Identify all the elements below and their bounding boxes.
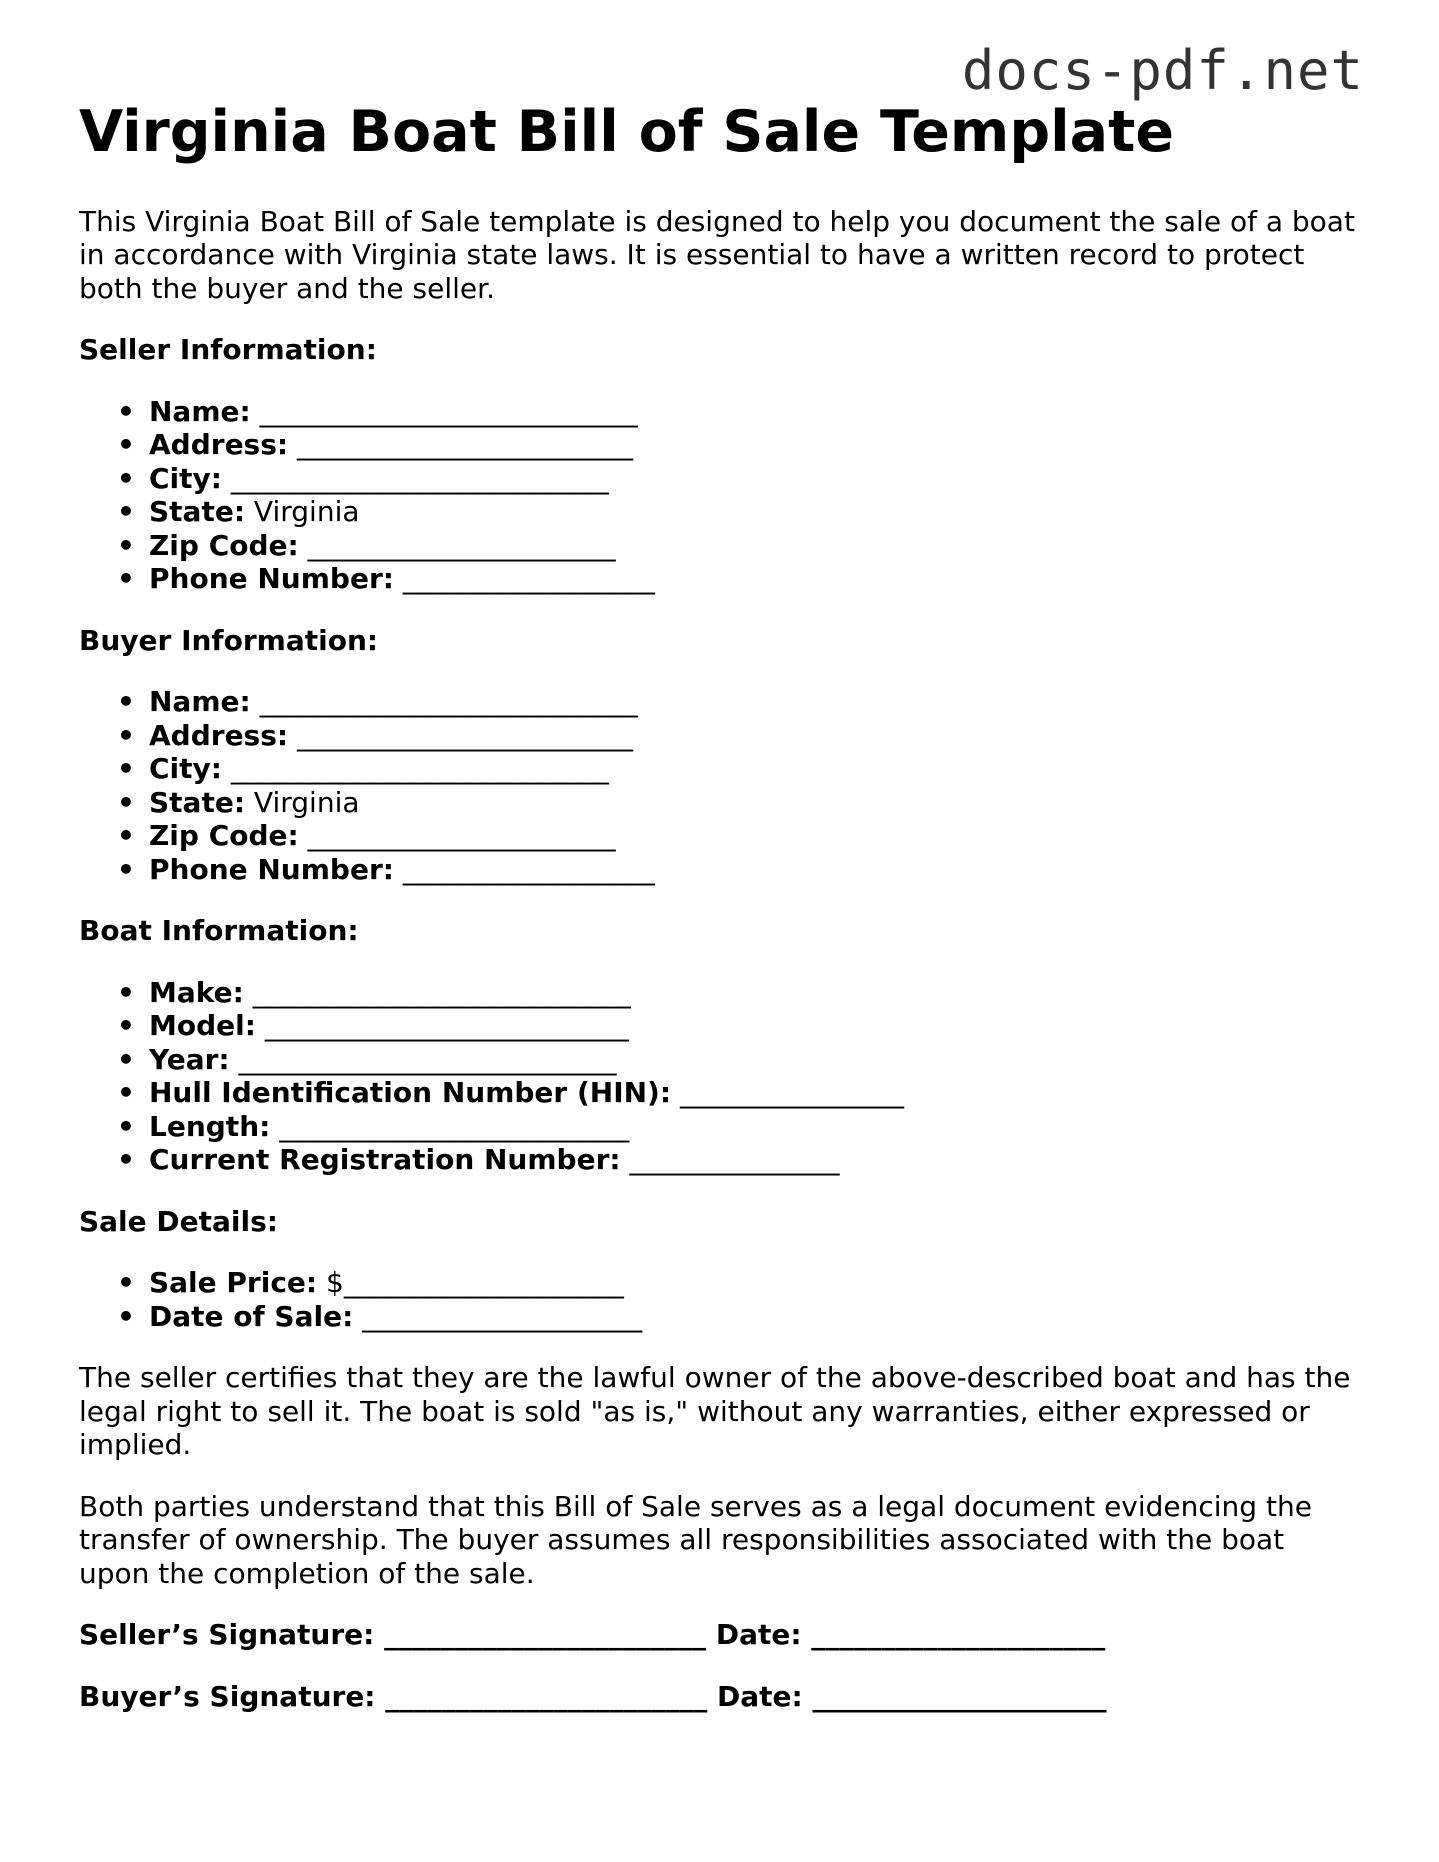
field-label: State: — [149, 785, 246, 819]
list-item — [149, 752, 1359, 786]
list-item — [149, 719, 1359, 753]
field-label: Hull Identification Number (HIN): — [149, 1076, 672, 1110]
field-value: _________________________ — [270, 1109, 630, 1143]
field-label: Name: — [149, 394, 251, 428]
field-value: _______________ — [620, 1143, 840, 1177]
field-value: ____________________ — [353, 1299, 643, 1333]
list-item — [149, 976, 1359, 1010]
field-value: ___________________________ — [243, 975, 631, 1009]
field-label: Year: — [149, 1042, 230, 1076]
page-title: Virginia Boat Bill of Sale Template — [79, 99, 1175, 165]
field-value: ________________ — [671, 1076, 904, 1110]
field-value: ___________________________ — [250, 685, 638, 719]
field-label: Zip Code: — [149, 528, 299, 562]
field-value: ______________________ — [298, 528, 616, 562]
field-label: Date of Sale: — [149, 1299, 354, 1333]
field-value: ___________________________ — [221, 752, 609, 786]
list-item — [149, 1300, 1359, 1334]
field-label: Current Registration Number: — [149, 1143, 621, 1177]
list-item — [149, 1143, 1359, 1177]
buyer-list — [79, 685, 1359, 886]
sale-heading: Sale Details: — [79, 1204, 278, 1238]
field-label: Model: — [149, 1009, 256, 1043]
list-item — [149, 1043, 1359, 1077]
field-value: ________________________ — [288, 428, 633, 462]
field-label: City: — [149, 461, 222, 495]
list-item — [149, 1110, 1359, 1144]
field-label: Phone Number: — [149, 852, 394, 886]
list-item — [149, 495, 1359, 529]
field-value: __________________ — [393, 562, 655, 596]
list-item — [149, 819, 1359, 853]
field-value: Virginia — [245, 495, 360, 529]
field-label: City: — [149, 752, 222, 786]
seller-heading: Seller Information: — [79, 333, 377, 367]
certification-paragraph: The seller certifies that they are the lawful owner of the above-described boat and has the legal right to sell it. The boat is sold "as is," without any warranties, either expressed or implied. — [79, 1361, 1351, 1462]
intro-paragraph: This Virginia Boat Bill of Sale template is designed to help you document the sale of a boat in accordance with Virginia state laws. It is essential to have a written record to protect both the buyer and the seller. — [79, 204, 1355, 305]
field-value: ________________________ — [288, 718, 633, 752]
list-item — [149, 395, 1359, 429]
buyer-signature-line: Buyer’s Signature: _______________________ Date: _____________________ — [79, 1679, 1107, 1713]
field-label: Make: — [149, 975, 244, 1009]
field-label: Phone Number: — [149, 562, 394, 596]
boat-list — [79, 976, 1359, 1177]
field-value: __________________ — [393, 852, 655, 886]
field-value: $____________________ — [317, 1266, 624, 1300]
field-label: Address: — [149, 428, 289, 462]
seller-signature-line: Seller’s Signature: _______________________ Date: _____________________ — [79, 1618, 1106, 1652]
field-value: Virginia — [245, 785, 360, 819]
list-item — [149, 786, 1359, 820]
field-label: State: — [149, 495, 246, 529]
list-item — [149, 562, 1359, 596]
document-page — [79, 100, 1359, 1713]
understanding-paragraph: Both parties understand that this Bill of Sale serves as a legal document evidencing the transfer of ownership. The buyer assumes all responsibilities associated with the boat upon the completion of the sale. — [79, 1489, 1312, 1590]
field-label: Length: — [149, 1109, 271, 1143]
seller-list — [79, 395, 1359, 596]
field-value: ___________________________ — [229, 1042, 617, 1076]
buyer-heading: Buyer Information: — [79, 623, 379, 657]
field-value: ___________________________ — [221, 461, 609, 495]
list-item — [149, 1266, 1359, 1300]
list-item — [149, 462, 1359, 496]
field-value: ___________________________ — [250, 394, 638, 428]
list-item — [149, 853, 1359, 887]
list-item — [149, 685, 1359, 719]
sale-list — [79, 1266, 1359, 1333]
list-item — [149, 1076, 1359, 1110]
list-item — [149, 529, 1359, 563]
field-value: __________________________ — [255, 1009, 629, 1043]
boat-heading: Boat Information: — [79, 914, 359, 948]
field-label: Zip Code: — [149, 819, 299, 853]
field-label: Address: — [149, 718, 289, 752]
field-value: ______________________ — [298, 819, 616, 853]
list-item — [149, 1009, 1359, 1043]
list-item — [149, 428, 1359, 462]
field-label: Sale Price: — [149, 1266, 318, 1300]
watermark: docs-pdf.net — [961, 39, 1364, 102]
field-label: Name: — [149, 685, 251, 719]
